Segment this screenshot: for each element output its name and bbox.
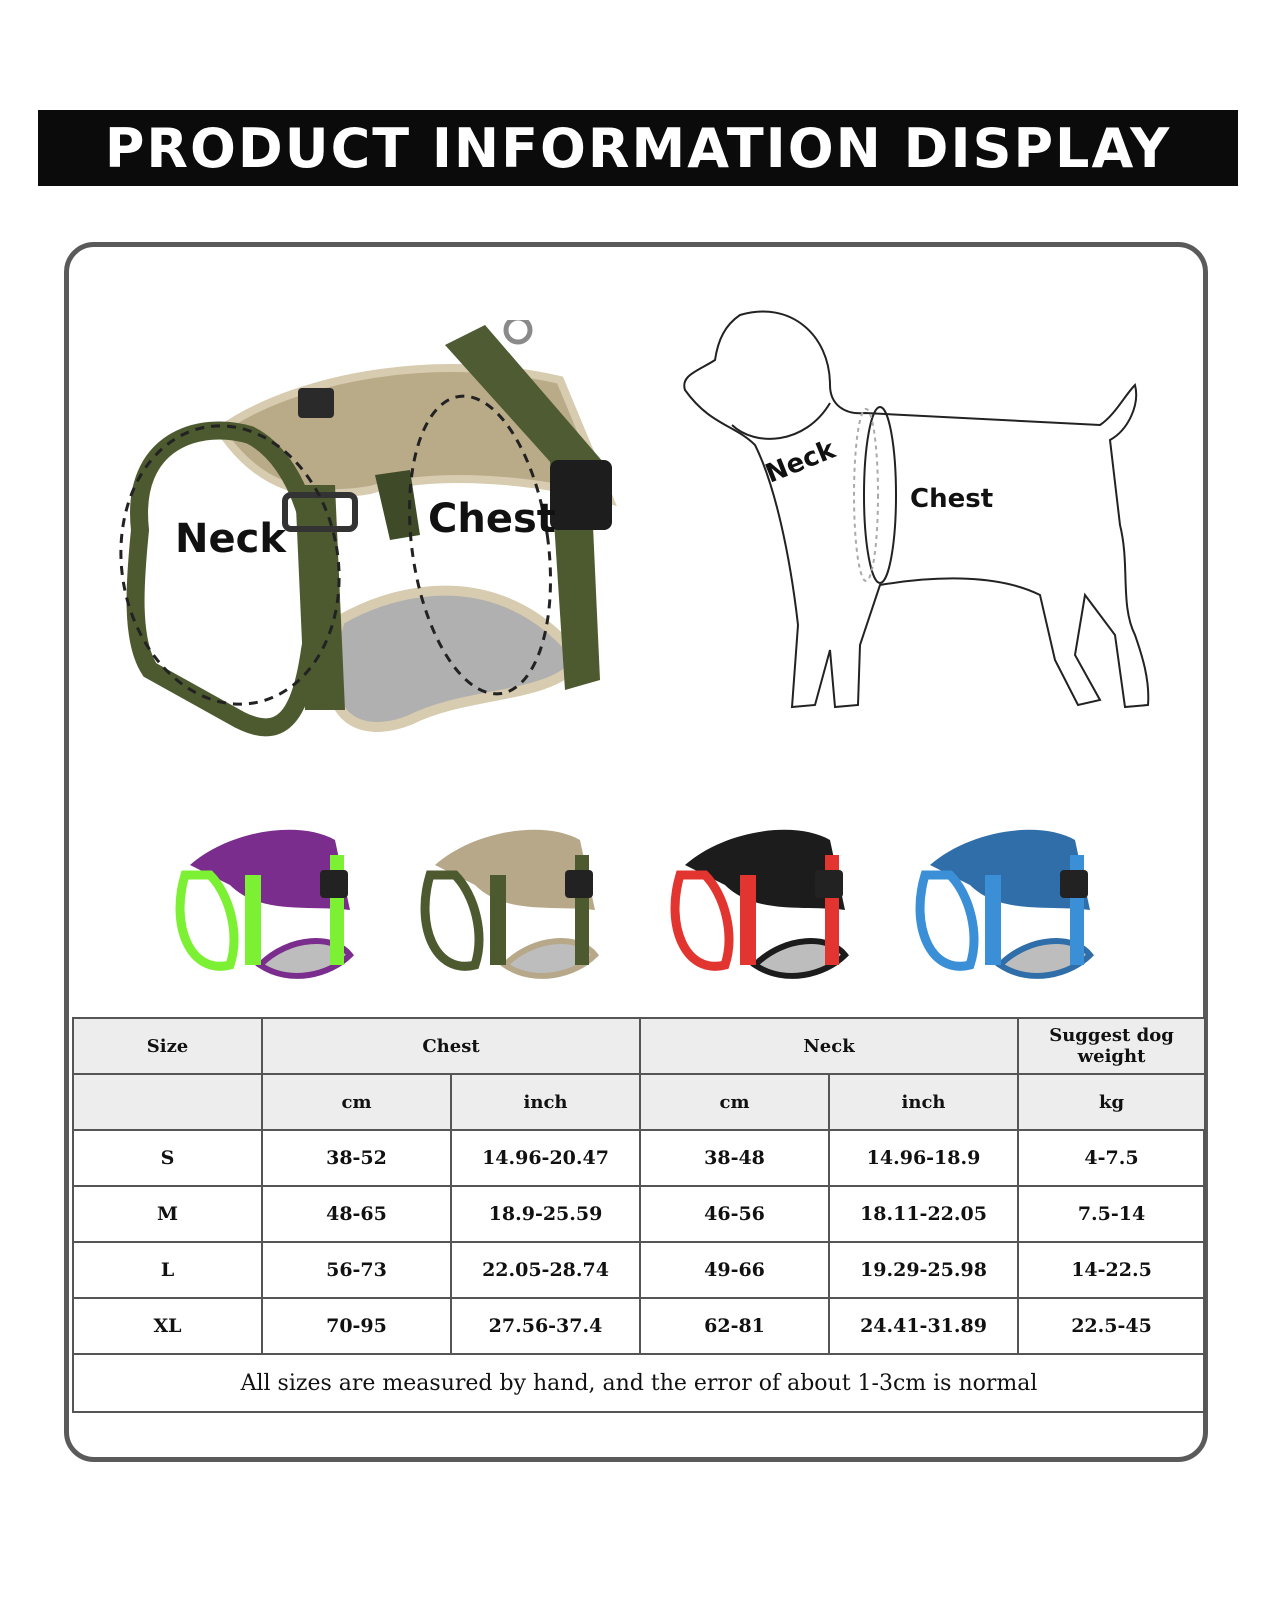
table-note-row — [73, 1354, 1205, 1412]
cell-kg: 7.5-14 — [1018, 1186, 1205, 1242]
cell-kg: 14-22.5 — [1018, 1242, 1205, 1298]
cell-kg: 22.5-45 — [1018, 1298, 1205, 1354]
page-banner — [38, 110, 1238, 186]
cell-neck-inch: 14.96-18.9 — [829, 1130, 1018, 1186]
cell-neck-cm: 38-48 — [640, 1130, 829, 1186]
header-chest: Chest — [262, 1018, 640, 1074]
cell-neck-cm: 46-56 — [640, 1186, 829, 1242]
table-row — [73, 1298, 1205, 1354]
size-chart-table — [72, 1017, 1206, 1413]
cell-chest-inch: 14.96-20.47 — [451, 1130, 640, 1186]
hero-chest-label: Chest — [428, 496, 556, 542]
hero-neck-label: Neck — [175, 516, 286, 562]
units-blank — [73, 1074, 262, 1130]
variant-purple-green — [170, 815, 370, 995]
cell-neck-cm: 62-81 — [640, 1298, 829, 1354]
measurement-note: All sizes are measured by hand, and the error of about 1-3cm is normal — [73, 1354, 1205, 1412]
table-units-row — [73, 1074, 1205, 1130]
cell-size: XL — [73, 1298, 262, 1354]
table-row — [73, 1186, 1205, 1242]
cell-size: M — [73, 1186, 262, 1242]
header-neck: Neck — [640, 1018, 1018, 1074]
color-variants — [170, 815, 1120, 1005]
harness-hero-image — [110, 320, 670, 790]
cell-chest-cm: 48-65 — [262, 1186, 451, 1242]
header-size: Size — [73, 1018, 262, 1074]
cell-chest-cm: 38-52 — [262, 1130, 451, 1186]
cell-chest-inch: 22.05-28.74 — [451, 1242, 640, 1298]
cell-chest-inch: 18.9-25.59 — [451, 1186, 640, 1242]
unit-weight-kg: kg — [1018, 1074, 1205, 1130]
dog-measurement-diagram — [680, 305, 1180, 745]
cell-size: S — [73, 1130, 262, 1186]
cell-neck-inch: 19.29-25.98 — [829, 1242, 1018, 1298]
header-weight: Suggest dog weight — [1018, 1018, 1205, 1074]
variant-blue — [910, 815, 1110, 995]
variant-black-red — [665, 815, 865, 995]
banner-title: PRODUCT INFORMATION DISPLAY — [104, 116, 1172, 180]
cell-chest-cm: 56-73 — [262, 1242, 451, 1298]
cell-chest-cm: 70-95 — [262, 1298, 451, 1354]
buckle-icon — [550, 460, 612, 530]
cell-chest-inch: 27.56-37.4 — [451, 1298, 640, 1354]
unit-chest-cm: cm — [262, 1074, 451, 1130]
unit-neck-inch: inch — [829, 1074, 1018, 1130]
cell-neck-inch: 18.11-22.05 — [829, 1186, 1018, 1242]
d-ring-icon — [506, 320, 530, 342]
variant-khaki-olive — [415, 815, 615, 995]
table-row — [73, 1242, 1205, 1298]
cell-size: L — [73, 1242, 262, 1298]
cell-neck-inch: 24.41-31.89 — [829, 1298, 1018, 1354]
unit-chest-inch: inch — [451, 1074, 640, 1130]
dog-chest-label: Chest — [910, 484, 994, 514]
dog-neck-label: Neck — [761, 434, 840, 490]
cell-kg: 4-7.5 — [1018, 1130, 1205, 1186]
unit-neck-cm: cm — [640, 1074, 829, 1130]
table-row — [73, 1130, 1205, 1186]
table-header-row — [73, 1018, 1205, 1074]
cell-neck-cm: 49-66 — [640, 1242, 829, 1298]
